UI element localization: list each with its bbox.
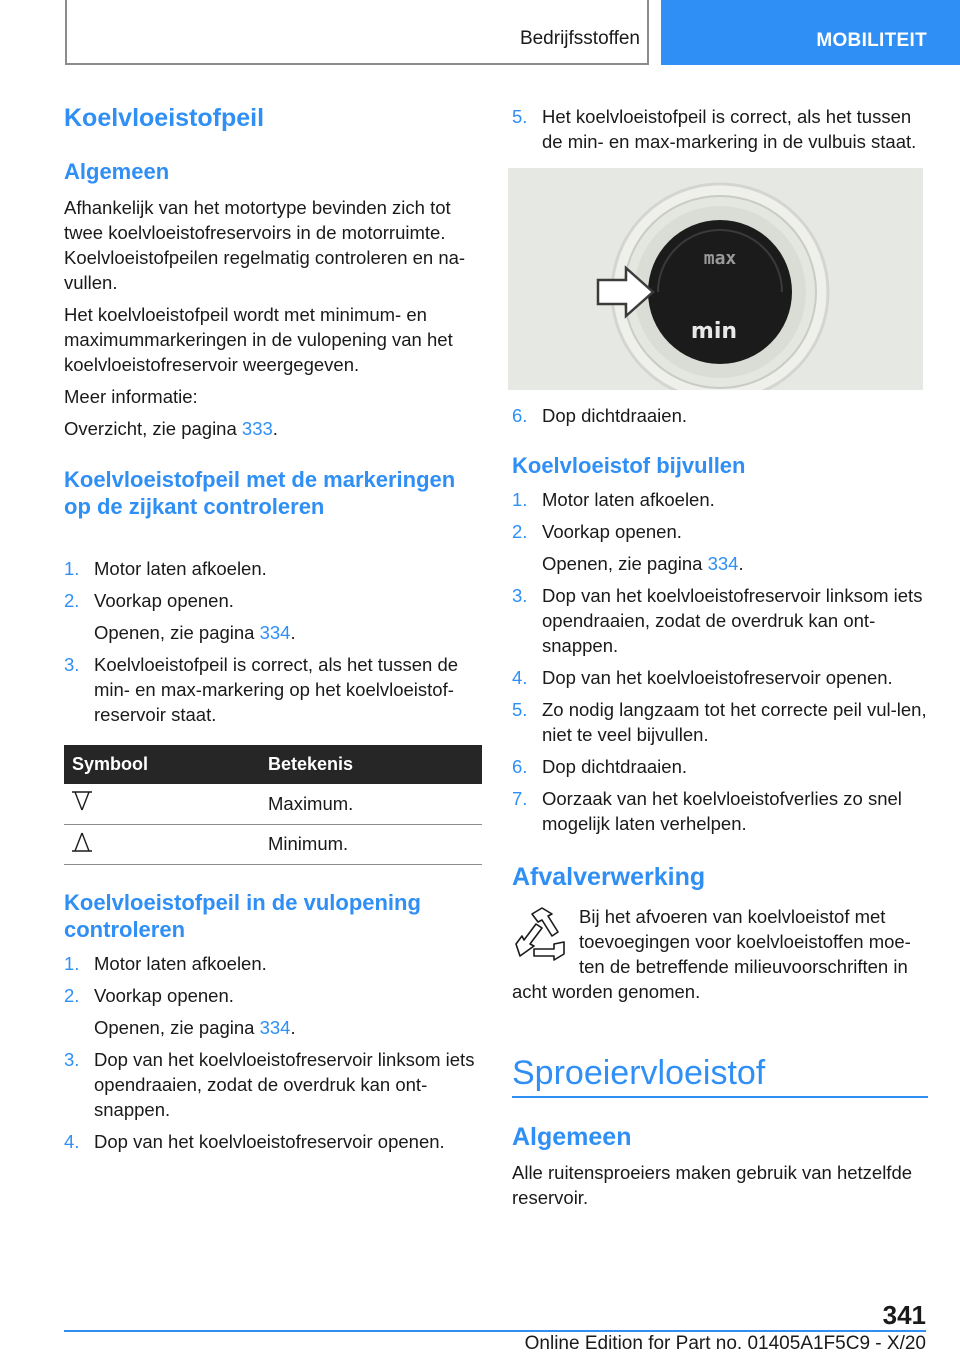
- step-number: 7.: [512, 788, 528, 809]
- overview-reference: [64, 416, 278, 441]
- page-title: Koelvloeistofpeil: [64, 104, 265, 132]
- list-item: [512, 519, 928, 544]
- step-text: Dop van het koelvloeistofreservoir openen.: [94, 1131, 445, 1152]
- sub-text: Openen, zie pagina: [542, 553, 708, 574]
- page-number: 341: [882, 1300, 926, 1330]
- step-text: Het koelvloeistofpeil is correct, als het tussen de min- en max-markering in de vulbuis staat.: [542, 106, 917, 152]
- step-number: 5.: [512, 699, 528, 720]
- step-text: Motor laten afkoelen.: [542, 489, 715, 510]
- step-text: Dop van het koelvloeistofreservoir linksom iets opendraaien, zodat de overdruk kan ont-snappen.: [542, 585, 923, 656]
- sub-suffix: .: [290, 622, 296, 643]
- step-text: Oorzaak van het koelvloeistofverlies zo snel mogelijk laten verhelpen.: [542, 788, 902, 834]
- list-item: [512, 487, 928, 512]
- list-item: [64, 1047, 482, 1122]
- disposal-line: toevoegingen voor koelvloeistoffen moe-: [579, 931, 911, 952]
- step-number: 6.: [512, 405, 528, 426]
- step-text: Koelvloeistofpeil is correct, als het tussen de min- en max-markering op het koelvloeistof-reservoir staat.: [94, 654, 459, 725]
- table-row: [64, 784, 482, 824]
- filler-neck-illustration: [508, 168, 923, 390]
- step-text: Dop van het koelvloeistofreservoir linksom iets opendraaien, zodat de overdruk kan ont-snappen.: [94, 1049, 475, 1120]
- step-number: 3.: [64, 1049, 80, 1070]
- washer-general-text: Alle ruitensproeiers maken gebruik van hetzelfde reservoir.: [512, 1162, 913, 1208]
- step-number: 1.: [64, 953, 80, 974]
- general-heading: Algemeen: [64, 159, 170, 184]
- header-section-title: Bedrijfsstoffen: [519, 28, 640, 49]
- step-text: Voorkap openen.: [94, 590, 234, 611]
- footer-divider: [64, 1330, 926, 1332]
- max-marker-icon: [72, 790, 92, 812]
- sub-suffix: .: [738, 553, 744, 574]
- step-sub-reference: [64, 1015, 482, 1040]
- table-cell-meaning: Maximum.: [260, 784, 482, 824]
- sub-text: Openen, zie pagina: [94, 1017, 260, 1038]
- step-text: Motor laten afkoelen.: [94, 953, 267, 974]
- step-sub-reference: [512, 551, 928, 576]
- more-info-label: Meer informatie:: [64, 386, 198, 407]
- coolant-cap-photo: [508, 168, 923, 390]
- list-item: [512, 104, 928, 154]
- list-item: [64, 652, 482, 727]
- min-label: min: [690, 319, 738, 344]
- page-link[interactable]: 334: [259, 1017, 291, 1038]
- header-chapter-label: MOBILITEIT: [816, 30, 927, 51]
- step-sub-reference: [64, 620, 482, 645]
- table-cell-symbol: [64, 784, 260, 824]
- step-number: 3.: [512, 585, 528, 606]
- refill-steps: [512, 487, 928, 843]
- sub-text: Openen, zie pagina: [94, 622, 260, 643]
- table-row: [64, 824, 482, 864]
- overview-text: Overzicht, zie pagina: [64, 418, 242, 439]
- list-item: [512, 754, 928, 779]
- fill-check-steps: [64, 951, 482, 1161]
- table-cell-symbol: [64, 824, 260, 864]
- fill-check-heading: Koelvloeistofpeil in de vulopening controleren: [64, 890, 421, 942]
- list-item: [512, 583, 928, 658]
- washer-general-heading: Algemeen: [512, 1123, 632, 1151]
- footer-edition: Online Edition for Part no. 01405A1F5C9 - X/20: [524, 1333, 926, 1354]
- step-number: 2.: [512, 521, 528, 542]
- list-item: [512, 786, 928, 836]
- step-number: 4.: [512, 667, 528, 688]
- sub-suffix: .: [290, 1017, 296, 1038]
- washer-fluid-title: Sproeiervloeistof: [512, 1054, 766, 1092]
- step-text: Dop dichtdraaien.: [542, 756, 688, 777]
- step-text: Voorkap openen.: [542, 521, 682, 542]
- step-text: Zo nodig langzaam tot het correcte peil vul-len, niet te veel bijvullen.: [542, 699, 927, 745]
- refill-heading: Koelvloeistof bijvullen: [512, 453, 746, 478]
- disposal-line: ten de betreffende milieuvoorschriften in: [579, 956, 908, 977]
- step-number: 2.: [64, 985, 80, 1006]
- step-number: 1.: [64, 558, 80, 579]
- list-item: [64, 588, 482, 613]
- list-item: [64, 983, 482, 1008]
- overview-suffix: .: [272, 418, 278, 439]
- side-check-heading: Koelvloeistofpeil met de markeringen op de zijkant controleren: [64, 467, 456, 519]
- page-link[interactable]: 334: [707, 553, 739, 574]
- step-number: 5.: [512, 106, 528, 127]
- table-header-meaning: Betekenis: [260, 745, 482, 784]
- step-number: 1.: [512, 489, 528, 510]
- table-header-row: [64, 745, 482, 784]
- list-item: [512, 665, 928, 690]
- side-check-steps: [64, 556, 482, 734]
- step-text: Dop dichtdraaien.: [542, 405, 688, 426]
- step-number: 3.: [64, 654, 80, 675]
- list-item: [64, 1129, 482, 1154]
- disposal-text: [579, 904, 929, 979]
- step-number: 4.: [64, 1131, 80, 1152]
- disposal-text-tail: acht worden genomen.: [512, 981, 701, 1002]
- list-item: [512, 403, 928, 428]
- overview-page-link[interactable]: 333: [241, 418, 273, 439]
- step-text: Voorkap openen.: [94, 985, 234, 1006]
- step-text: Dop van het koelvloeistofreservoir openen.: [542, 667, 893, 688]
- general-paragraph-1: Afhankelijk van het motortype bevinden zich tot twee koelvloeistofreservoirs in de motorruimte. Koelvloeistofpeilen regelmatig controleren en na-vullen.: [64, 197, 466, 293]
- table-cell-meaning: Minimum.: [260, 824, 482, 864]
- list-item: [64, 951, 482, 976]
- recycling-icon: [514, 906, 570, 962]
- disposal-line: Bij het afvoeren van koelvloeistof met: [579, 906, 886, 927]
- title-divider: [512, 1096, 928, 1098]
- step-number: 6.: [512, 756, 528, 777]
- general-paragraph-2: Het koelvloeistofpeil wordt met minimum- en maximummarkeringen in de vulopening van het koelvloeistofreservoir weergegeven.: [64, 304, 453, 375]
- step-text: Motor laten afkoelen.: [94, 558, 267, 579]
- min-marker-icon: [72, 831, 92, 853]
- table-header-symbol: Symbool: [64, 745, 260, 784]
- page-link[interactable]: 334: [259, 622, 291, 643]
- max-label: max: [703, 248, 737, 269]
- disposal-heading: Afvalverwerking: [512, 863, 706, 891]
- list-item: [512, 697, 928, 747]
- list-item: [64, 556, 482, 581]
- symbol-table: [64, 745, 482, 865]
- step-number: 2.: [64, 590, 80, 611]
